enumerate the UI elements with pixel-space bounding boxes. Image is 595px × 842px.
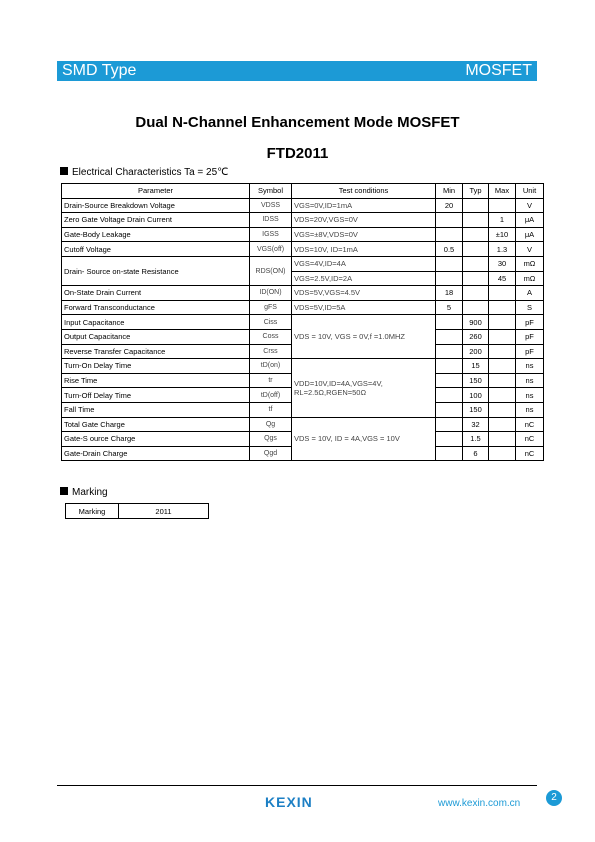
table-row [62, 417, 544, 432]
symbol-cell: Qg [250, 417, 292, 432]
typ-cell: 15 [463, 359, 489, 374]
symbol-cell: Ciss [250, 315, 292, 330]
unit-cell: pF [516, 344, 544, 359]
condition-text: VDS = 10V, ID = 4A,VGS = 10V [294, 434, 400, 444]
symbol-cell: tf [250, 402, 292, 417]
parameter-cell: Fall Time [62, 402, 250, 417]
max-cell [489, 286, 516, 301]
unit-cell: pF [516, 315, 544, 330]
document-title: Dual N-Channel Enhancement Mode MOSFET [135, 114, 460, 131]
symbol-cell: Coss [250, 329, 292, 344]
max-cell [489, 373, 516, 388]
min-cell [436, 373, 463, 388]
min-cell [436, 329, 463, 344]
condition-text: VGS=2.5V,ID=2A [294, 273, 353, 283]
parameter-cell: Reverse Transfer Capacitance [62, 344, 250, 359]
electrical-characteristics-table [61, 183, 544, 461]
max-cell: 1 [489, 213, 516, 228]
unit-cell: V [516, 198, 544, 213]
min-cell: 20 [436, 198, 463, 213]
typ-cell: 200 [463, 344, 489, 359]
max-cell [489, 300, 516, 315]
table-row [62, 300, 544, 315]
table-row [62, 286, 544, 301]
marking-section-title: Marking [72, 487, 108, 498]
typ-cell [463, 227, 489, 242]
bullet-square-icon [60, 167, 68, 175]
header-banner [57, 61, 537, 81]
symbol-cell: tD(on) [250, 359, 292, 374]
header-parameter: Parameter [62, 184, 250, 199]
min-cell [436, 388, 463, 403]
typ-cell: 100 [463, 388, 489, 403]
marking-label: Marking [66, 504, 119, 519]
min-cell [436, 315, 463, 330]
parameter-cell: Rise Time [62, 373, 250, 388]
typ-cell: 260 [463, 329, 489, 344]
condition-text: VDS = 10V, VGS = 0V,f =1.0MHZ [294, 332, 405, 342]
parameter-cell: Output Capacitance [62, 329, 250, 344]
parameter-cell: Gate-Body Leakage [62, 227, 250, 242]
min-cell [436, 402, 463, 417]
max-cell [489, 388, 516, 403]
max-cell [489, 329, 516, 344]
header-max: Max [489, 184, 516, 199]
condition-cell [292, 417, 436, 461]
parameter-cell: Forward Transconductance [62, 300, 250, 315]
unit-cell: ns [516, 402, 544, 417]
unit-cell: mΩ [516, 256, 544, 271]
min-cell [436, 271, 463, 286]
condition-text: VDS=20V,VGS=0V [294, 215, 358, 225]
condition-text: VDS=5V,ID=5A [294, 303, 346, 313]
unit-cell: nC [516, 446, 544, 461]
unit-cell: μA [516, 227, 544, 242]
unit-cell: ns [516, 388, 544, 403]
min-cell [436, 446, 463, 461]
unit-cell: A [516, 286, 544, 301]
max-cell [489, 417, 516, 432]
ec-section-heading [60, 167, 228, 178]
min-cell [436, 417, 463, 432]
symbol-cell: ID(ON) [250, 286, 292, 301]
max-cell [489, 198, 516, 213]
parameter-cell: Cutoff Voltage [62, 242, 250, 257]
max-cell [489, 432, 516, 447]
min-cell: 18 [436, 286, 463, 301]
typ-cell: 150 [463, 373, 489, 388]
symbol-cell: IDSS [250, 213, 292, 228]
symbol-cell: Qgd [250, 446, 292, 461]
device-category: MOSFET [465, 62, 532, 79]
typ-cell [463, 242, 489, 257]
condition-cell [292, 227, 436, 242]
table-row [62, 227, 544, 242]
symbol-cell: tD(off) [250, 388, 292, 403]
kexin-logo: KEXIN [265, 794, 313, 810]
symbol-cell: IGSS [250, 227, 292, 242]
symbol-cell: VDSS [250, 198, 292, 213]
marking-section-heading [60, 487, 108, 498]
condition-text: VDS=5V,VGS=4.5V [294, 288, 361, 298]
min-cell [436, 344, 463, 359]
max-cell: 45 [489, 271, 516, 286]
table-row [62, 256, 544, 271]
unit-cell: ns [516, 359, 544, 374]
header-unit: Unit [516, 184, 544, 199]
typ-cell: 1.5 [463, 432, 489, 447]
parameter-cell: Gate-S ource Charge [62, 432, 250, 447]
max-cell [489, 344, 516, 359]
min-cell: 5 [436, 300, 463, 315]
typ-cell [463, 256, 489, 271]
unit-cell: mΩ [516, 271, 544, 286]
part-number: FTD2011 [266, 145, 329, 162]
condition-text: VGS=4V,ID=4A [294, 259, 346, 269]
condition-text: VDS=10V, ID=1mA [294, 244, 358, 254]
parameter-cell: Input Capacitance [62, 315, 250, 330]
header-typ: Typ [463, 184, 489, 199]
footer-divider [57, 785, 537, 786]
parameter-cell: Turn-On Delay Time [62, 359, 250, 374]
table-header-row [62, 184, 544, 199]
condition-cell [292, 198, 436, 213]
header-min: Min [436, 184, 463, 199]
min-cell [436, 432, 463, 447]
max-cell [489, 359, 516, 374]
marking-table [65, 503, 209, 519]
unit-cell: ns [516, 373, 544, 388]
max-cell: 30 [489, 256, 516, 271]
condition-text: VGS=±8V,VDS=0V [294, 230, 358, 240]
unit-cell: V [516, 242, 544, 257]
condition-cell [292, 300, 436, 315]
typ-cell [463, 213, 489, 228]
max-cell [489, 315, 516, 330]
symbol-cell: tr [250, 373, 292, 388]
min-cell [436, 227, 463, 242]
parameter-cell: Gate-Drain Charge [62, 446, 250, 461]
typ-cell: 6 [463, 446, 489, 461]
bullet-square-icon [60, 487, 68, 495]
condition-cell [292, 213, 436, 228]
condition-cell [292, 242, 436, 257]
condition-text: VDD=10V,ID=4A,VGS=4V, [294, 378, 383, 388]
marking-value: 2011 [119, 504, 209, 519]
max-cell [489, 402, 516, 417]
page-number: 2 [546, 790, 562, 806]
table-row [62, 315, 544, 330]
typ-cell [463, 271, 489, 286]
typ-cell [463, 198, 489, 213]
condition-cell [292, 359, 436, 417]
website-link[interactable]: www.kexin.com.cn [438, 798, 521, 809]
unit-cell: μA [516, 213, 544, 228]
unit-cell: nC [516, 432, 544, 447]
table-row [62, 198, 544, 213]
min-cell: 0.5 [436, 242, 463, 257]
condition-cell [292, 315, 436, 359]
parameter-cell: Drain- Source on-state Resistance [62, 256, 250, 285]
unit-cell: S [516, 300, 544, 315]
condition-cell [292, 286, 436, 301]
condition-cell [292, 271, 436, 286]
header-conditions: Test conditions [292, 184, 436, 199]
symbol-cell: VGS(off) [250, 242, 292, 257]
typ-cell [463, 300, 489, 315]
condition-cell [292, 256, 436, 271]
max-cell: 1.3 [489, 242, 516, 257]
table-row [62, 213, 544, 228]
symbol-cell: gFS [250, 300, 292, 315]
typ-cell: 150 [463, 402, 489, 417]
symbol-cell: Crss [250, 344, 292, 359]
symbol-cell: RDS(ON) [250, 256, 292, 285]
parameter-cell: Total Gate Charge [62, 417, 250, 432]
typ-cell: 900 [463, 315, 489, 330]
condition-text-line2: RL=2.5Ω,RGEN=50Ω [294, 387, 367, 397]
typ-cell [463, 286, 489, 301]
unit-cell: pF [516, 329, 544, 344]
min-cell [436, 256, 463, 271]
ec-section-title: Electrical Characteristics Ta = 25℃ [72, 167, 229, 178]
parameter-cell: On-State Drain Current [62, 286, 250, 301]
max-cell: ±10 [489, 227, 516, 242]
condition-text: VGS=0V,ID=1mA [294, 200, 353, 210]
parameter-cell: Turn-Off Delay Time [62, 388, 250, 403]
parameter-cell: Drain-Source Breakdown Voltage [62, 198, 250, 213]
min-cell [436, 213, 463, 228]
table-row [62, 359, 544, 374]
header-symbol: Symbol [250, 184, 292, 199]
unit-cell: nC [516, 417, 544, 432]
symbol-cell: Qgs [250, 432, 292, 447]
product-type: SMD Type [62, 62, 137, 79]
parameter-cell: Zero Gate Voltage Drain Current [62, 213, 250, 228]
max-cell [489, 446, 516, 461]
table-row [62, 242, 544, 257]
typ-cell: 32 [463, 417, 489, 432]
min-cell [436, 359, 463, 374]
